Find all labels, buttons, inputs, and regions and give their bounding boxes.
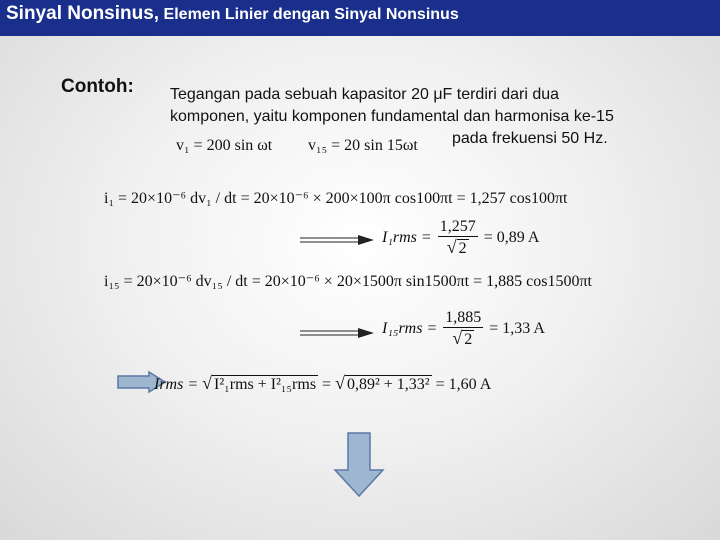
equation-irms [154,373,491,394]
block-arrow-down-icon [333,432,385,498]
line-arrow-1-icon [300,232,378,248]
equation-v15: v₁₅ = 20 sin 15ωt [308,137,418,154]
equation-i15rms [382,309,545,350]
title-bar [0,0,720,36]
equation-i1rms [382,218,539,259]
equation-v1: v₁ = 200 sin ωt [176,137,273,154]
sqrt-icon: √ [202,373,213,393]
i1rms-lhs: I₁rms = [382,229,432,247]
slide-title: Sinyal Nonsinus, [6,3,160,24]
example-label: Contoh: [61,76,134,97]
description-line-2: komponen, yaitu komponen fundamental dan harmonisa ke-15 [170,108,614,125]
i15rms-fraction [443,309,483,350]
irms-lhs: Irms = [154,376,199,393]
i15rms-denominator [443,328,483,350]
irms-radicand-2: 0,89² + 1,33² [346,376,430,393]
description-line-1: Tegangan pada sebuah kapasitor 20 μF terdiri dari dua [170,86,560,103]
i15rms-numerator: 1,885 [445,309,482,326]
i1rms-result: = 0,89 A [483,229,540,247]
irms-equals: = [322,376,332,393]
i1rms-radicand: 2 [458,240,467,257]
i1rms-fraction [438,218,478,259]
sqrt-icon: √ [452,328,463,348]
sqrt-icon: √ [446,237,457,257]
i1rms-denominator [438,237,478,259]
line-arrow-2-icon [300,325,378,341]
irms-radicand-1: I²₁rms + I²₁₅rms [214,376,317,393]
slide-subtitle: Elemen Linier dengan Sinyal Nonsinus [163,6,459,23]
i15rms-lhs: I₁₅rms = [382,320,438,338]
equation-i15: i₁₅ = 20×10⁻⁶ dv₁₅ / dt = 20×10⁻⁶ × 20×1500π sin1500πt = 1,885 cos1500πt [104,273,592,290]
sqrt-icon: √ [335,373,345,393]
i15rms-radicand: 2 [464,331,473,348]
description-line-3: pada frekuensi 50 Hz. [452,130,608,147]
equation-i1: i₁ = 20×10⁻⁶ dv₁ / dt = 20×10⁻⁶ × 200×100π cos100πt = 1,257 cos100πt [104,190,568,207]
i15rms-result: = 1,33 A [489,320,545,338]
irms-result: = 1,60 A [435,376,492,393]
i1rms-numerator: 1,257 [439,218,476,235]
